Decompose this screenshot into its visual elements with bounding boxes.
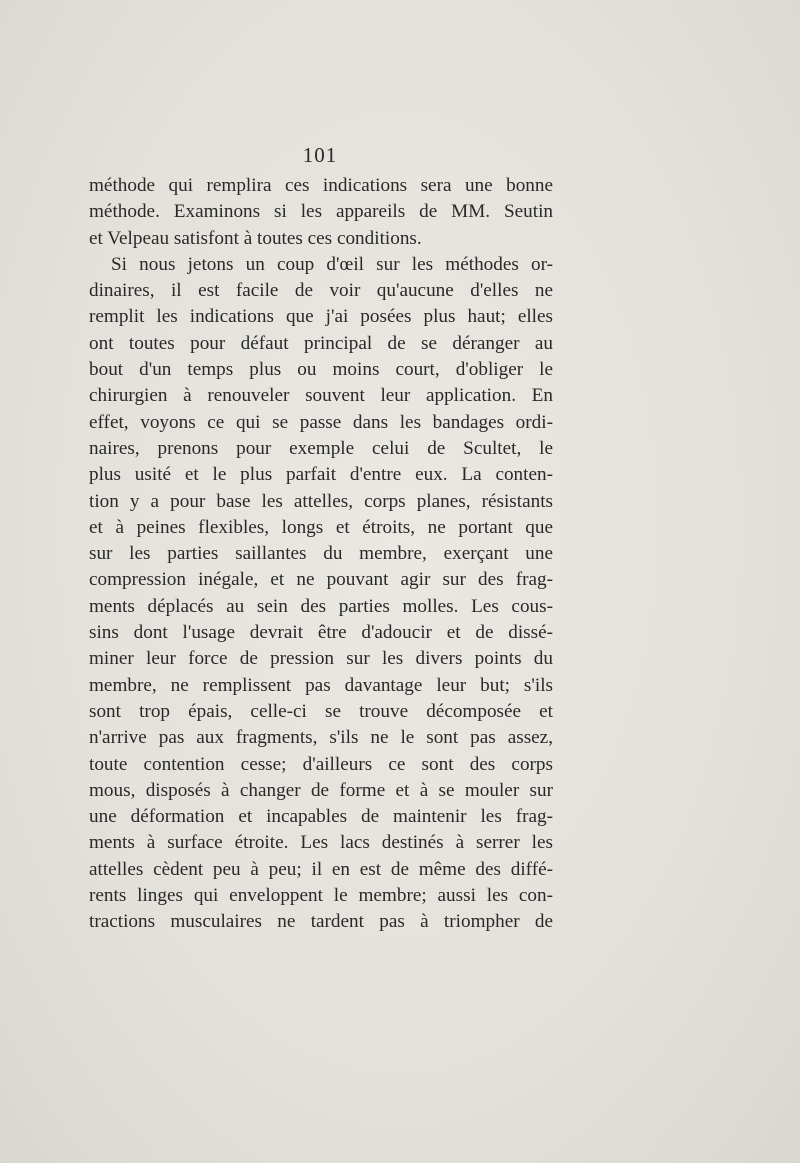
text-line: une déformation et incapables de maintenir les frag-: [89, 806, 553, 828]
text-line: remplit les indications que j'ai posées plus haut; elles: [89, 306, 553, 328]
text-line: ments déplacés au sein des parties molles. Les cous-: [89, 595, 553, 617]
text-line: toute contention cesse; d'ailleurs ce sont des corps: [89, 753, 553, 775]
text-line: miner leur force de pression sur les divers points du: [89, 648, 553, 670]
text-line: tion y a pour base les attelles, corps planes, résistants: [89, 490, 553, 512]
text-line: n'arrive pas aux fragments, s'ils ne le sont pas assez,: [89, 727, 553, 749]
text-line: mous, disposés à changer de forme et à se mouler sur: [89, 779, 553, 801]
page-number: 101: [302, 143, 338, 167]
text-line: et Velpeau satisfont à toutes ces conditions.: [89, 227, 422, 249]
text-line: sont trop épais, celle-ci se trouve décomposée et: [89, 700, 553, 722]
text-line: attelles cèdent peu à peu; il en est de même des diffé-: [89, 858, 553, 880]
text-line: effet, voyons ce qui se passe dans les bandages ordi-: [89, 411, 553, 433]
text-line: tractions musculaires ne tardent pas à triompher de: [89, 911, 553, 933]
text-line: plus usité et le plus parfait d'entre eux. La conten-: [89, 464, 553, 486]
text-line: ments à surface étroite. Les lacs destinés à serrer les: [89, 832, 553, 854]
text-line: méthode. Examinons si les appareils de MM. Seutin: [89, 201, 553, 223]
text-line: méthode qui remplira ces indications sera une bonne: [89, 175, 553, 196]
text-line: membre, ne remplissent pas davantage leur but; s'ils: [89, 674, 553, 696]
text-line: Si nous jetons un coup d'œil sur les méthodes or-: [111, 253, 553, 275]
text-line: et à peines flexibles, longs et étroits, ne portant que: [89, 516, 553, 538]
text-line: rents linges qui enveloppent le membre; aussi les con-: [89, 885, 553, 907]
text-line: sins dont l'usage devrait être d'adoucir et de dissé-: [89, 622, 553, 644]
text-line: bout d'un temps plus ou moins court, d'obliger le: [89, 359, 553, 381]
text-line: naires, prenons pour exemple celui de Scultet, le: [89, 437, 553, 459]
text-line: compression inégale, et ne pouvant agir sur des frag-: [89, 569, 553, 591]
text-line: ont toutes pour défaut principal de se déranger au: [89, 332, 553, 354]
text-line: chirurgien à renouveler souvent leur application. En: [89, 385, 553, 407]
text-line: dinaires, il est facile de voir qu'aucune d'elles ne: [89, 280, 553, 302]
text-line: sur les parties saillantes du membre, exerçant une: [89, 543, 553, 565]
body-text: [89, 173, 553, 936]
